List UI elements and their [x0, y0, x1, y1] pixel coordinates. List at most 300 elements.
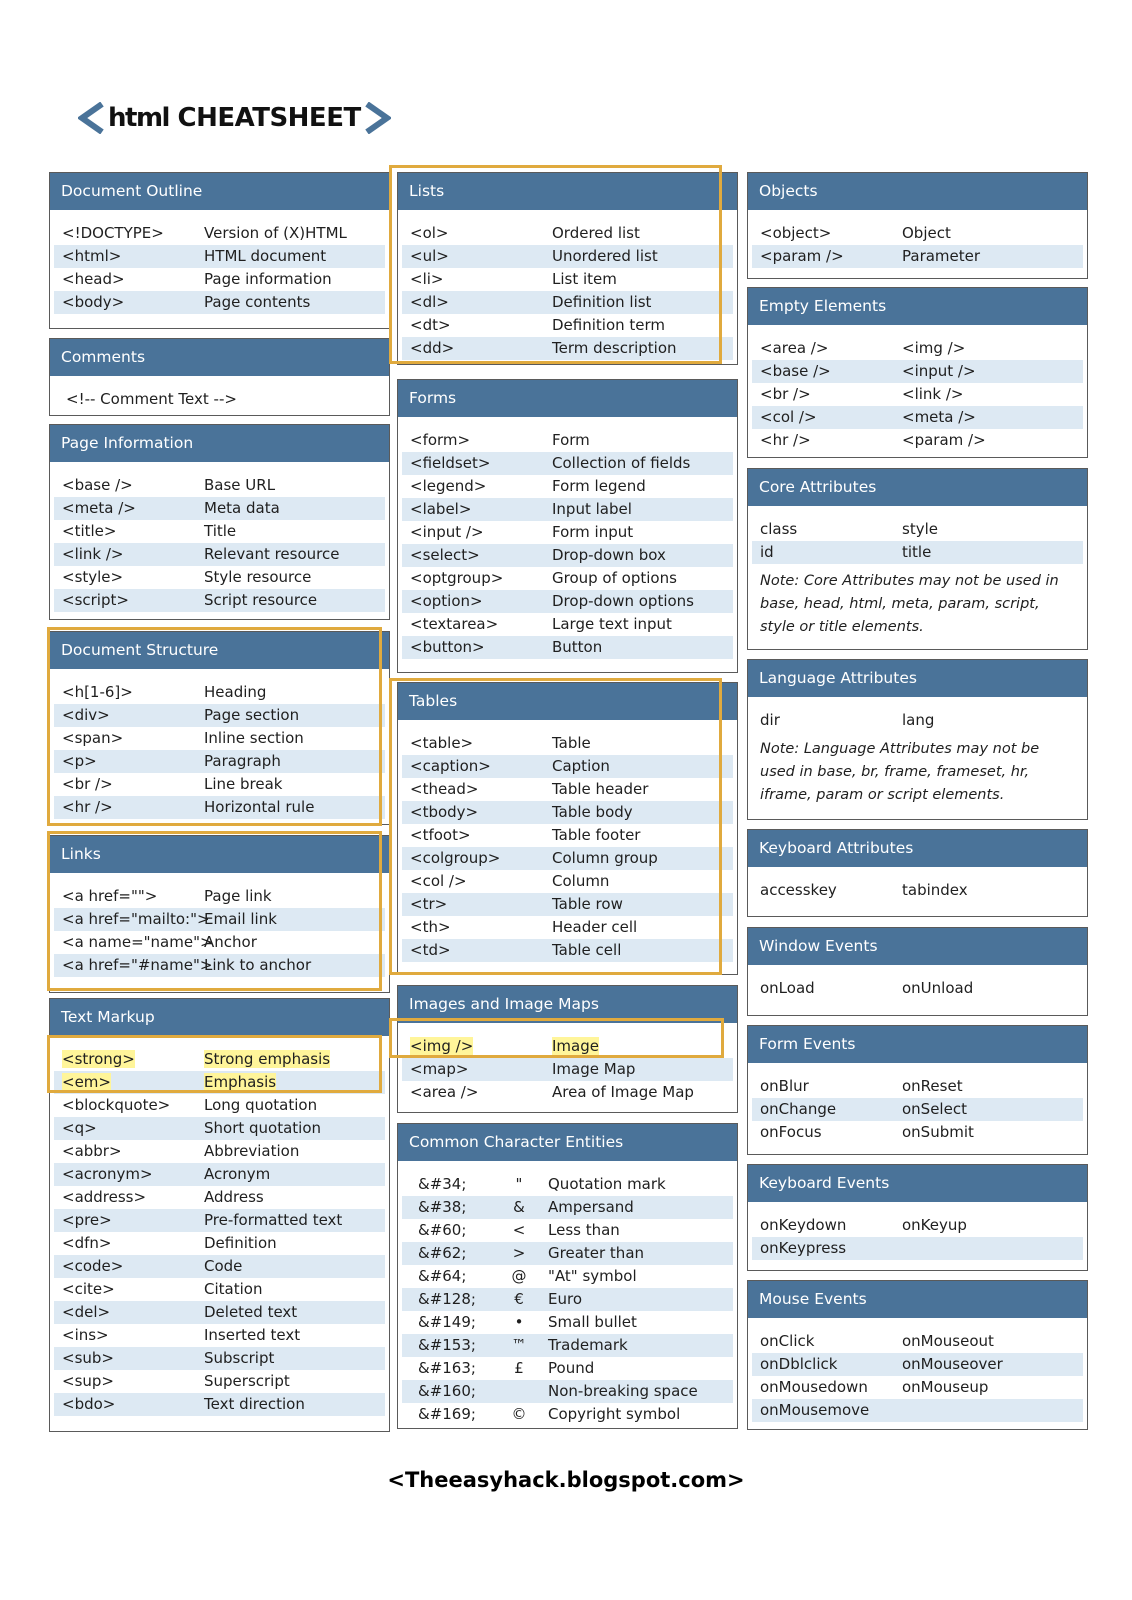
tag-description-text: Long quotation: [204, 1096, 318, 1114]
table-row: [402, 755, 733, 778]
tag-description: [552, 452, 733, 475]
tag-description-text: Citation: [204, 1280, 263, 1298]
section-title: Forms: [398, 380, 737, 417]
section-body: [50, 210, 389, 320]
tag-name: [54, 750, 204, 773]
tag-description-text: Group of options: [552, 569, 677, 587]
tag-name: [54, 1347, 204, 1370]
entity-code: [402, 1219, 490, 1242]
tag-name-text: <style>: [62, 568, 124, 586]
tag-description-text: Subscript: [204, 1349, 275, 1367]
tag-description: [204, 520, 385, 543]
tag-description: [902, 245, 1083, 268]
table-row: [752, 1353, 1083, 1376]
entity-description: [548, 1311, 733, 1334]
tag-description: [204, 1140, 385, 1163]
table-row: [54, 1163, 385, 1186]
table-row: [54, 1278, 385, 1301]
tag-name-text: <hr />: [760, 431, 811, 449]
table-row: [54, 681, 385, 704]
entity-symbol: [490, 1265, 548, 1288]
entity-description: [548, 1265, 733, 1288]
tag-description-text: Strong emphasis: [204, 1050, 331, 1068]
tag-description-text: onMouseup: [902, 1378, 989, 1396]
tag-description-text: HTML document: [204, 247, 327, 265]
tag-description-text: Table body: [552, 803, 633, 821]
tag-name: [752, 1376, 902, 1399]
tag-description-text: Superscript: [204, 1372, 290, 1390]
tag-name: [54, 1393, 204, 1416]
tag-name-text: onChange: [760, 1100, 837, 1118]
table-row: [402, 1334, 733, 1357]
tag-description: [902, 1098, 1083, 1121]
tag-name: [54, 1278, 204, 1301]
tag-description: [204, 750, 385, 773]
table-row: [54, 291, 385, 314]
entity-description: [548, 1357, 733, 1380]
tag-description: [552, 314, 733, 337]
section-body: [398, 1161, 737, 1432]
tag-name: [752, 1098, 902, 1121]
table-row: [402, 1035, 733, 1058]
tag-description: [552, 893, 733, 916]
entity-code-text: &#149;: [418, 1313, 476, 1331]
tag-description-text: Area of Image Map: [552, 1083, 694, 1101]
table-row: [54, 222, 385, 245]
tag-description: [204, 885, 385, 908]
entity-code: [402, 1403, 490, 1426]
section-images-and-image-maps: [397, 985, 738, 1113]
tag-name: [402, 1058, 552, 1081]
tag-name: [752, 337, 902, 360]
entity-description-text: Pound: [548, 1359, 595, 1377]
tag-description-text: Image: [552, 1037, 599, 1055]
tag-name: [402, 824, 552, 847]
section-body: [748, 1318, 1087, 1428]
entity-description-text: Quotation mark: [548, 1175, 666, 1193]
section-body: [50, 1036, 389, 1422]
tag-description-text: Horizontal rule: [204, 798, 315, 816]
tag-name-text: <!DOCTYPE>: [62, 224, 164, 242]
tag-name: [752, 977, 902, 1000]
tag-description: [902, 977, 1083, 1000]
tag-name: [402, 337, 552, 360]
tag-description-text: Paragraph: [204, 752, 281, 770]
entity-code-text: &#128;: [418, 1290, 476, 1308]
table-row: [402, 1265, 733, 1288]
tag-description: [204, 1278, 385, 1301]
entity-symbol-text: ©: [511, 1405, 527, 1423]
tag-description-text: onMouseout: [902, 1332, 994, 1350]
tag-name-text: <col />: [760, 408, 817, 426]
tag-description-text: Relevant resource: [204, 545, 340, 563]
tag-name-text: <span>: [62, 729, 124, 747]
tag-name: [54, 589, 204, 612]
tag-description: [204, 1209, 385, 1232]
tag-name-text: accesskey: [760, 881, 837, 899]
entity-code-text: &#160;: [418, 1382, 476, 1400]
table-row: [54, 1393, 385, 1416]
tag-description: [902, 1237, 1083, 1260]
tag-description-text: Definition: [204, 1234, 277, 1252]
tag-name-text: <base />: [62, 476, 133, 494]
table-row: [752, 1376, 1083, 1399]
table-row: [402, 544, 733, 567]
tag-name: [54, 1324, 204, 1347]
tag-description: [204, 1232, 385, 1255]
tag-name: [752, 1214, 902, 1237]
tag-description: [902, 1330, 1083, 1353]
tag-description-text: Term description: [552, 339, 677, 357]
table-row: [402, 893, 733, 916]
tag-description-text: title: [902, 543, 932, 561]
table-row: [752, 1214, 1083, 1237]
entity-symbol: [490, 1357, 548, 1380]
tag-name-text: <sub>: [62, 1349, 114, 1367]
tag-name-text: <a href="mailto:">: [62, 910, 210, 928]
tag-name: [402, 916, 552, 939]
table-row: [402, 245, 733, 268]
tag-description-text: Form: [552, 431, 590, 449]
section-title: Mouse Events: [748, 1281, 1087, 1318]
tag-description: [204, 1048, 385, 1071]
table-row: [752, 383, 1083, 406]
table-row: [402, 452, 733, 475]
table-row: [54, 773, 385, 796]
tag-name: [752, 245, 902, 268]
tag-description: [204, 1186, 385, 1209]
tag-name-text: <caption>: [410, 757, 491, 775]
tag-name-text: onBlur: [760, 1077, 809, 1095]
tag-name: [402, 1081, 552, 1104]
tag-name: [54, 681, 204, 704]
tag-description: [204, 954, 385, 977]
entity-symbol-text: <: [512, 1221, 526, 1239]
tag-name-text: <h[1-6]>: [62, 683, 133, 701]
table-row: [752, 879, 1083, 902]
entity-symbol-text: ™: [511, 1336, 527, 1354]
tag-description-text: Code: [204, 1257, 243, 1275]
tag-description: [552, 498, 733, 521]
tag-name-text: <hr />: [62, 798, 113, 816]
entity-code-text: &#34;: [418, 1175, 467, 1193]
tag-name: [54, 1094, 204, 1117]
tag-name-text: <p>: [62, 752, 97, 770]
tag-description: [902, 383, 1083, 406]
tag-name-text: <option>: [410, 592, 483, 610]
tag-name: [54, 885, 204, 908]
table-row: [54, 589, 385, 612]
tag-description: [552, 1058, 733, 1081]
tag-description: [552, 567, 733, 590]
table-row: [402, 847, 733, 870]
tag-description-text: Acronym: [204, 1165, 271, 1183]
tag-description: [204, 727, 385, 750]
tag-description-text: Script resource: [204, 591, 318, 609]
section-body: [50, 669, 389, 825]
tag-name: [402, 245, 552, 268]
tag-name-text: <code>: [62, 1257, 124, 1275]
entity-code: [402, 1288, 490, 1311]
section-title: Empty Elements: [748, 288, 1087, 325]
tag-name: [402, 452, 552, 475]
tag-description: [902, 222, 1083, 245]
tag-description: [552, 636, 733, 659]
table-row: [54, 1301, 385, 1324]
tag-name-text: <del>: [62, 1303, 111, 1321]
section-page-information: [49, 424, 390, 620]
tag-name: [402, 567, 552, 590]
table-row: [402, 521, 733, 544]
tag-description-text: Deleted text: [204, 1303, 298, 1321]
tag-name-text: <legend>: [410, 477, 487, 495]
entity-description: [548, 1288, 733, 1311]
tag-description: [902, 429, 1083, 452]
tag-name: [752, 709, 902, 732]
entity-code: [402, 1265, 490, 1288]
tag-description: [204, 1370, 385, 1393]
entity-code-text: &#163;: [418, 1359, 476, 1377]
section-common-character-entities: [397, 1123, 738, 1429]
entity-code-text: &#169;: [418, 1405, 476, 1423]
tag-name: [54, 268, 204, 291]
entity-description-text: "At" symbol: [548, 1267, 637, 1285]
tag-name-text: <cite>: [62, 1280, 115, 1298]
section-forms: [397, 379, 738, 673]
tag-name-text: <base />: [760, 362, 831, 380]
section-language-attributes: [747, 659, 1088, 820]
table-row: [54, 704, 385, 727]
section-title: Images and Image Maps: [398, 986, 737, 1023]
tag-name-text: <optgroup>: [410, 569, 504, 587]
entity-description-text: Greater than: [548, 1244, 645, 1262]
section-body: [748, 697, 1087, 813]
table-row: [752, 709, 1083, 732]
table-row: [402, 498, 733, 521]
tag-description: [204, 245, 385, 268]
tag-name-text: <div>: [62, 706, 110, 724]
tag-name-text: <ul>: [410, 247, 449, 265]
tag-description: [552, 337, 733, 360]
tag-description: [552, 1035, 733, 1058]
entity-description: [548, 1173, 733, 1196]
tag-name-text: <li>: [410, 270, 444, 288]
entity-description-text: Ampersand: [548, 1198, 634, 1216]
section-body: [398, 417, 737, 665]
tag-description-text: Anchor: [204, 933, 257, 951]
table-row: [402, 1380, 733, 1403]
entity-symbol-text: @: [511, 1267, 527, 1285]
entity-code-text: &#38;: [418, 1198, 467, 1216]
entity-code: [402, 1196, 490, 1219]
entity-symbol-text: €: [514, 1290, 524, 1308]
tag-name: [752, 1121, 902, 1144]
tag-description-text: <param />: [902, 431, 986, 449]
tag-description: [902, 518, 1083, 541]
tag-name: [402, 475, 552, 498]
section-title: Form Events: [748, 1026, 1087, 1063]
tag-description-text: Ordered list: [552, 224, 640, 242]
table-row: [54, 750, 385, 773]
table-row: [54, 1324, 385, 1347]
entity-code-text: &#60;: [418, 1221, 467, 1239]
section-title: Lists: [398, 173, 737, 210]
tag-name-text: onMousedown: [760, 1378, 868, 1396]
tag-name: [54, 1140, 204, 1163]
table-row: [402, 870, 733, 893]
table-row: [752, 1330, 1083, 1353]
tag-description: [204, 1301, 385, 1324]
entity-symbol: [490, 1173, 548, 1196]
tag-name: [54, 1209, 204, 1232]
entity-description: [548, 1403, 733, 1426]
tag-description: [552, 475, 733, 498]
tag-description-text: Pre-formatted text: [204, 1211, 343, 1229]
table-row: [54, 885, 385, 908]
table-row: [402, 590, 733, 613]
tag-name: [402, 732, 552, 755]
tag-description-text: Address: [204, 1188, 264, 1206]
tag-name: [402, 1035, 552, 1058]
entity-symbol-text: &: [513, 1198, 525, 1216]
table-row: [752, 429, 1083, 452]
section-body: [398, 1023, 737, 1110]
section-title: Language Attributes: [748, 660, 1087, 697]
tag-description-text: Page information: [204, 270, 332, 288]
section-body: [398, 210, 737, 366]
entity-code: [402, 1242, 490, 1265]
tag-description: [902, 360, 1083, 383]
section-keyboard-events: [747, 1164, 1088, 1271]
section-body: [748, 867, 1087, 908]
section-objects: [747, 172, 1088, 279]
tag-name-text: onLoad: [760, 979, 815, 997]
section-body: [748, 965, 1087, 1006]
tag-description: [552, 732, 733, 755]
entity-code: [402, 1311, 490, 1334]
tag-name-text: <tfoot>: [410, 826, 471, 844]
table-row: [54, 268, 385, 291]
table-row: [402, 1081, 733, 1104]
tag-name: [54, 931, 213, 954]
tag-description: [204, 681, 385, 704]
tag-name-text: <a name="name">: [62, 933, 213, 951]
tag-name-text: <q>: [62, 1119, 97, 1137]
tag-name: [752, 1330, 902, 1353]
tag-name-text: <title>: [62, 522, 117, 540]
entity-description: [548, 1242, 733, 1265]
tag-description: [204, 268, 385, 291]
tag-description: [552, 245, 733, 268]
tag-description: [552, 521, 733, 544]
section-body: [748, 506, 1087, 645]
tag-description-text: Definition term: [552, 316, 666, 334]
tag-description-text: Page contents: [204, 293, 311, 311]
section-links: [49, 835, 390, 993]
table-row: [402, 291, 733, 314]
tag-name-text: <tbody>: [410, 803, 479, 821]
tag-description-text: Parameter: [902, 247, 981, 265]
tag-description: [902, 709, 1083, 732]
section-mouse-events: [747, 1280, 1088, 1430]
tag-description-text: Table row: [552, 895, 623, 913]
tag-description: [902, 1399, 1083, 1422]
tag-name: [54, 222, 204, 245]
tag-name: [752, 1237, 902, 1260]
section-title: Document Structure: [50, 632, 389, 669]
tag-description-text: Email link: [204, 910, 277, 928]
tag-name-text: <fieldset>: [410, 454, 491, 472]
tag-name: [752, 383, 902, 406]
tag-description: [902, 1214, 1083, 1237]
entity-code: [402, 1173, 490, 1196]
entity-symbol-text: •: [514, 1313, 524, 1331]
tag-name-text: <a href="#name">: [62, 956, 213, 974]
tag-description-text: onKeyup: [902, 1216, 967, 1234]
tag-description-text: Meta data: [204, 499, 280, 517]
section-lists: [397, 172, 738, 365]
tag-name-text: onClick: [760, 1332, 815, 1350]
entity-symbol-text: ": [515, 1175, 523, 1193]
page-title: html CHEATSHEET: [108, 103, 361, 133]
table-row: [402, 314, 733, 337]
tag-name-text: <meta />: [62, 499, 136, 517]
tag-name: [54, 520, 204, 543]
tag-description-text: Emphasis: [204, 1073, 277, 1091]
tag-description: [902, 879, 1083, 902]
tag-description-text: Drop-down options: [552, 592, 694, 610]
entity-description: [548, 1334, 733, 1357]
tag-name-text: <body>: [62, 293, 125, 311]
table-row: [402, 1173, 733, 1196]
entity-description: [548, 1196, 733, 1219]
tag-description: [204, 1117, 385, 1140]
tag-name-text: onKeydown: [760, 1216, 847, 1234]
right-chevron-icon: [363, 102, 391, 134]
tag-name-text: <area />: [410, 1083, 479, 1101]
section-note: Note: Language Attributes may not be used in base, br, frame, frameset, hr, iframe, param or script elements.: [760, 741, 1040, 803]
tag-description: [902, 1121, 1083, 1144]
entity-code-text: &#153;: [418, 1336, 476, 1354]
entity-description: [548, 1219, 733, 1242]
table-row: [402, 475, 733, 498]
section-empty-elements: [747, 287, 1088, 458]
tag-name-text: <br />: [760, 385, 811, 403]
tag-name: [752, 879, 902, 902]
section-body: [398, 720, 737, 968]
tag-description: [902, 1376, 1083, 1399]
table-row: [752, 406, 1083, 429]
tag-description: [204, 1163, 385, 1186]
table-row: [402, 268, 733, 291]
tag-name-text: onFocus: [760, 1123, 822, 1141]
tag-description: [204, 566, 385, 589]
section-title: Common Character Entities: [398, 1124, 737, 1161]
tag-name-text: id: [760, 543, 774, 561]
entity-symbol-text: £: [514, 1359, 524, 1377]
tag-name: [402, 291, 552, 314]
table-row: [402, 222, 733, 245]
table-row: [54, 931, 385, 954]
tag-name-text: <object>: [760, 224, 832, 242]
tag-name-text: <area />: [760, 339, 829, 357]
tag-name: [752, 360, 902, 383]
tag-description: [204, 1071, 385, 1094]
tag-name-text: <tr>: [410, 895, 448, 913]
section-title: Keyboard Events: [748, 1165, 1087, 1202]
tag-name-text: <colgroup>: [410, 849, 501, 867]
table-row: [402, 1219, 733, 1242]
